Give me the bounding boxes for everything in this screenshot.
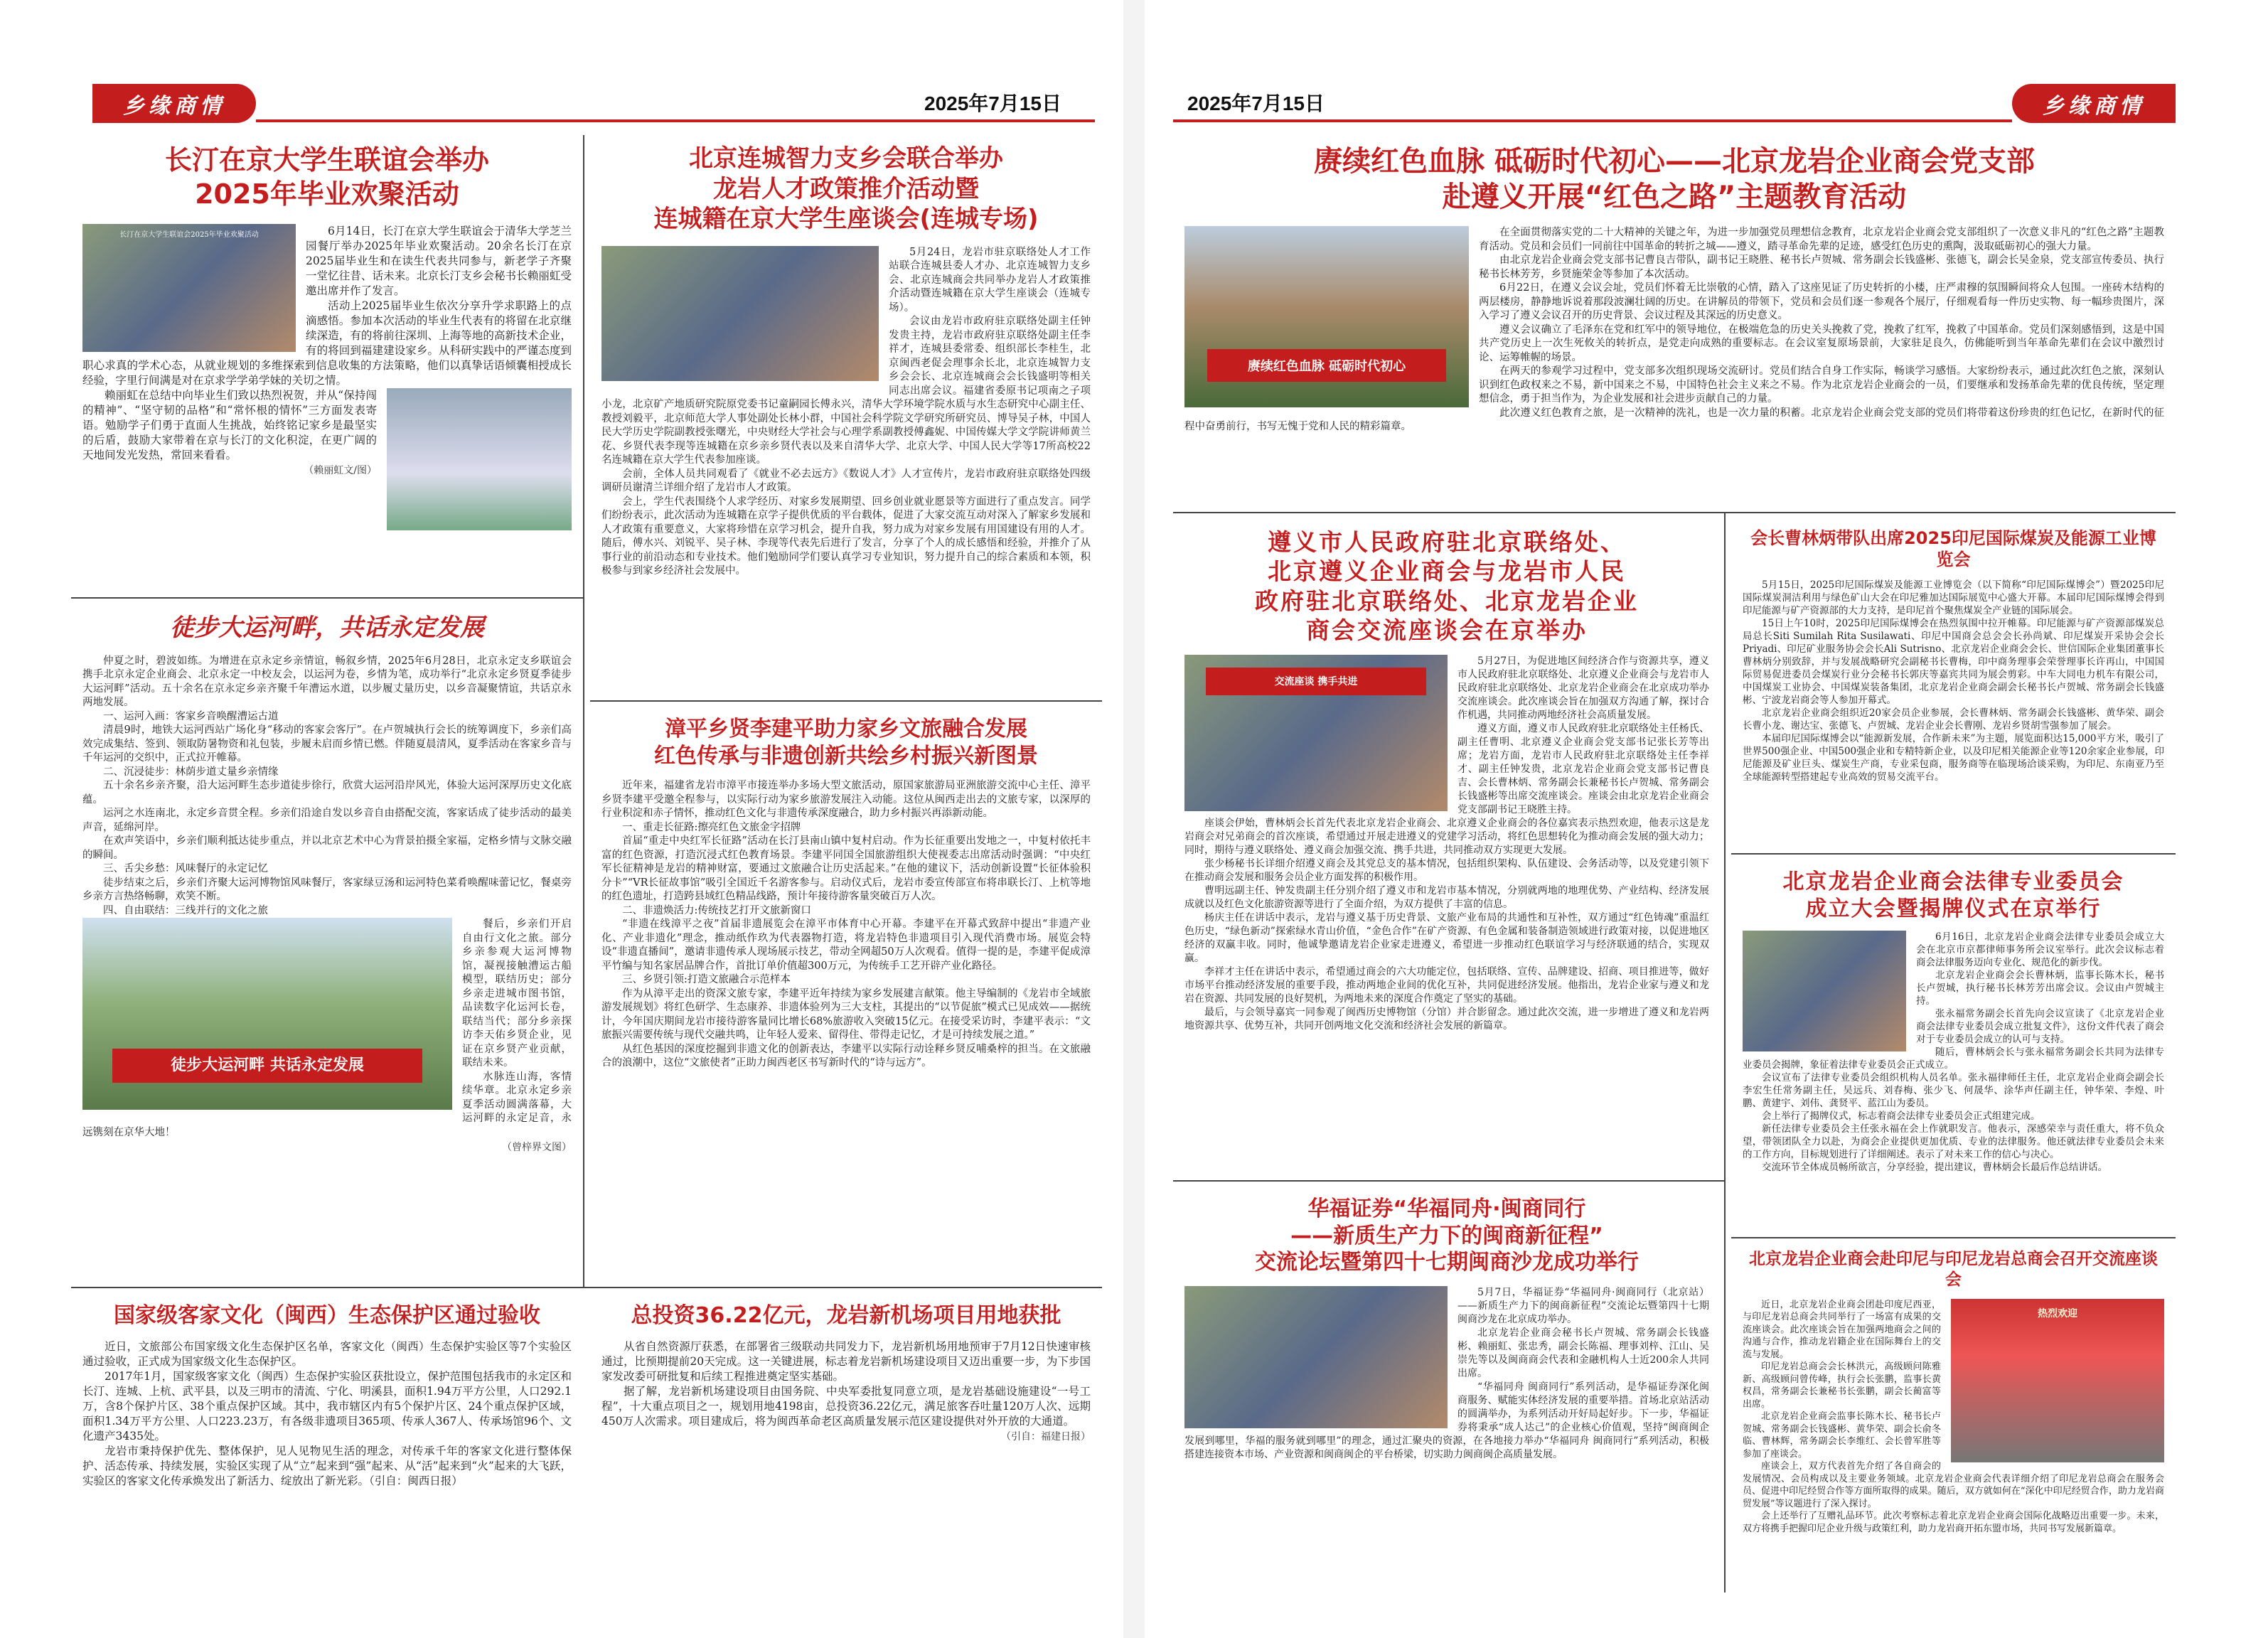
article-hakka bbox=[71, 1294, 583, 1592]
article-zhangping bbox=[590, 707, 1102, 1280]
article-paragraph: 从省自然资源厅获悉，在部署省三级联动共同发力下，龙岩新机场用地预审于7月12日快速审核通过，比预期提前20天完成。这一关键进展，标志着龙岩新机场建设项目又迈出重要一步，为下步国家发改委可研批复和后续工程推进奠定坚实基础。 bbox=[601, 1339, 1091, 1383]
article-zunyi-red bbox=[1173, 135, 2176, 505]
article-paragraph: 会上，学生代表围绕个人求学经历、对家乡发展期望、回乡创业就业愿景等方面进行了重点发言。同学们纷纷表示，此次活动为连城籍在京学子提供优质的平台载体，促进了大家交流互动对深入了解家乡发展和人才政策有重要意义，大家将珍惜在京学习机会，提升自我，努力成为对家乡发展有用国建设有用的人才。随后，傅水兴、刘锐平、吴子林、李现等代表先后进行了发言，分享了个人的成长感悟和经验，并推介了从事行业的前沿动态和专业技术。他们勉励同学们要认真学习专业知识，努力提升自己的综合素质和本领，积极参与到家乡经济社会发展中。 bbox=[601, 496, 1091, 577]
article-paragraph: 会议由龙岩市政府驻京联络处副主任钟发贵主持，龙岩市政府驻京联络处副主任李祥才，连城县委常委、组织部长李桂生，北京闽西老促会理事余长北，北京连城智力支乡会会长、北京连城商会会长钱盛明等相关同志出席会议。福建省委原书记项南之子项小龙，北京矿产地质研究院原党委书记童嗣园长傅永兴，清华大学环境学院水质与水生态研究中心副主任、教授刘毅平，北京师范大学人事处副处长林小群，中国社会科学院文学研究所研究员、博导吴子林，中国人民大学历史学院副教授张曙光，中央财经大学社会与心理学系副教授傅鑫妮、中国传媒大学文学院讲师黄兰花、乡贤代表李现等连城籍在京乡亲乡贤代表以及来自清华大学、北京大学、中国人民大学等17所高校22名连城籍在京大学生代表参加座谈。 bbox=[601, 316, 1091, 466]
article-paragraph: 5月7日，华福证券“华福同舟·闽商同行（北京站）——新质生产力下的闽商新征程”交流论坛暨第四十七期闽商沙龙在北京成功举办。 bbox=[1457, 1286, 1709, 1325]
article-indonesia-talks bbox=[1731, 1241, 2176, 1592]
article-paragraph: 遵义方面，遵义市人民政府驻北京联络处主任杨氏、副主任曹明、北京遵义企业商会党支部书记张长芳等出席；龙岩方面，龙岩市人民政府驻北京联络处主任李祥才、副主任钟发贵，北京龙岩企业商会党支部书记曹良吉、会长曹林炳、常务副会长兼秘书长卢贺城、常务副会长钱盛彬等出席交流座谈会。座谈会由北京龙岩企业商会党支部副书记王晓胜主持。 bbox=[1457, 723, 1709, 815]
article-paragraph: 一、重走长征路:擦亮红色文旅金字招牌 bbox=[622, 821, 801, 833]
article-paragraph: 杨庆主任在讲话中表示，龙岩与遵义基于历史背景、文旅产业布局的共通性和互补性，双方通过“红色铸魂”重温红色历史，“绿色新动”探索绿水青山价值，“金色合作”在矿产资源、有色金属和装备制造领域进行政策对接，以促进地区经济的双赢丰收。同时，他诚挚邀请龙岩企业家走进遵义，希望进一步推动红色联谊学习与经济联通的结合，实现双赢。 bbox=[1184, 912, 1709, 964]
left-page bbox=[0, 0, 1123, 1638]
photo-banner: 热烈欢迎 bbox=[2038, 1307, 2077, 1320]
article-paragraph: 二、沉浸徒步：林荫步道丈量乡亲情缘 bbox=[103, 766, 279, 778]
article-paragraph: 二、非遗焕活力:传统技艺打开文旅新窗口 bbox=[622, 904, 811, 916]
article-paragraph: 近年来，福建省龙岩市漳平市接连举办多场大型文旅活动，原国家旅游局亚洲旅游交流中心主任、漳平乡贤李建平受邀全程参与，以实际行动为家乡旅游发展注入动能。这位从闽西走出去的文旅专家，以深厚的行业积淀和赤子情怀，推动红色文化与非遗传承深度融合，助力乡村振兴再添新动能。 bbox=[601, 780, 1091, 819]
section-divider bbox=[1173, 512, 2176, 513]
article-paragraph: 最后，与会领导嘉宾一同参观了闽西历史博物馆（分馆）并合影留念。通过此次交流，进一步增进了遵义和龙岩两地资源共享、优势互补，共同开创两地文化交流和经济社会发展的新篇章。 bbox=[1184, 1007, 1709, 1032]
article-paragraph: 四、自由联结：三线并行的文化之旅 bbox=[103, 904, 268, 916]
article-paragraph: 从红色基因的深度挖掘到非遗文化的创新表达，李建平以实际行动诠释乡贤反哺桑梓的担当。在文旅融合的浪潮中，这位“文旅使者”正助力闽西老区书写新时代的“诗与远方”。 bbox=[601, 1043, 1091, 1069]
talks-photo bbox=[1951, 1299, 2164, 1462]
article-yongding bbox=[71, 604, 583, 1280]
article-paragraph: “非遗在线漳平之夜”首届非遗展览会在漳平市体育中心开幕。李建平在开幕式致辞中提出“非遗产业化、产业非遗化”理念，推动纸作玖为代表器物打造，将龙岩特色非遗项目引入现代消费市场。展览会特设“非遗直播间”，邀请非遗传承人现场展示技艺，带动全网超50万人次观看。值得一提的是，李建平促成漳平竹编与知名家居品牌合作，首批订单价值超300万元，为传统手工艺开辟产业化路径。 bbox=[601, 919, 1091, 972]
article-title: 会长曹林炳带队出席2025印尼国际煤炭及能源工业博览会 bbox=[1750, 528, 2156, 569]
article-paragraph: 三、舌尖乡愁：风味餐厅的永定记忆 bbox=[103, 863, 268, 874]
article-body bbox=[1743, 579, 2164, 783]
article-paragraph: 运河之水连南北，永定乡音贯全程。乡亲们沿途自发以乡音自由搭配交流，客家话成了徒步活动的最美声音，延绵河岸。 bbox=[82, 808, 572, 833]
article-paragraph: 5月27日，为促进地区间经济合作与资源共享，遵义市人民政府驻北京联络处、北京遵义企业商会与龙岩市人民政府驻北京联络处、北京龙岩企业商会在北京成功举办交流座谈会。此次座谈会旨在加强双方沟通了解，探讨合作机遇，共同推动两地经济社会高质量发展。 bbox=[1457, 655, 1709, 721]
article-paragraph: 李祥才主任在讲话中表示，希望通过商会的六大功能定位，包括联络、宣传、品牌建设、招商、项目推进等，做好市场平台推动经济发展的重要手段，推动两地企业间的优化互补，共同促进经济发展。他指出，龙岩企业家与遵义和龙岩在资源、共同发展的良好契机，为两地未来的深度合作奠定了坚实的基础。 bbox=[1184, 966, 1709, 1005]
article-paragraph: 6月22日，在遵义会议会址，党员们怀着无比崇敬的心情，踏入了这座见证了历史转折的小楼，庄严肃穆的氛围瞬间将众人包围。一座砖木结构的两层楼房，静静地诉说着那段波澜壮阔的历史。在讲解员的带领下，党员和会员们逐一参观各个展厅，仔细观看每一件历史实物、每一幅珍贵图片，深入学习了遵义会议召开的历史背景、会议过程及其深远的历史意义。 bbox=[1479, 282, 2164, 321]
masthead-right: 乡缘商情 bbox=[2012, 84, 2176, 123]
article-paragraph: 活动上2025届毕业生依次分享升学求职路上的点滴感悟。参加本次活动的毕业生代表有的将留在北京继续深造，有的将前往深圳、上海等地的高新技术企业，有的将回到福建建设家乡。从科研实践中的严谨态度到职心求真的学术心态，从就业规划的多维探索到信息收集的方法策略，他们以真挚话语倾囊相授成长经验，字里行间满是对在京求学学弟学妹的关切之情。 bbox=[82, 299, 572, 387]
article-paragraph: 北京龙岩企业商会组织近20家会员企业参展，会长曹林炳、常务副会长钱盛彬、黄华荣、副会长曹小龙、谢达宝、张德飞、卢贺城、龙岩企业会长曹刚、龙岩乡贤胡雪强参加了展会。 bbox=[1743, 707, 2164, 732]
article-title: 华福证券“华福同舟·闽商同行 ——新质生产力下的闽商新征程” 交流论坛暨第四十七期闽商沙龙成功举行 bbox=[1255, 1197, 1639, 1275]
article-paragraph: 赖丽虹在总结中向毕业生们致以热烈祝贺，并从“保持闯的精神”、“坚守韧的品格”和“常怀根的情怀”三方面发表寄语。勉励学子们勇于直面人生挑战，始终铭记家乡是最坚实的后盾，鼓励大家带着在京与长汀的文化积淀，在更广阔的天地间发光发热，常回来看看。 bbox=[82, 389, 377, 461]
article-paragraph: 本届印尼国际煤博会以“能源新发展，合作新未来”为主题，展览面积达15,000平方米，吸引了世界500强企业、中国500强企业和专精特新企业，以及印尼相关能源企业等120余家企业参展，印尼能源及矿业巨头、煤炭生产商，专业采包商，服务商等在临现场洽谈采购，为印尼、东南亚乃至全球能源转型搭建起专业高效的贸易交流平台。 bbox=[1743, 733, 2164, 783]
article-title: 长汀在京大学生联谊会举办 2025年毕业欢聚活动 bbox=[164, 144, 489, 210]
group-photo bbox=[82, 918, 452, 1110]
article-paragraph: 在全面贯彻落实党的二十大精神的关键之年，为进一步加强党员理想信念教育，北京龙岩企业商会党支部组织了一次意义非凡的“红色之路”主题教育活动。党员和会员们一同前往中国革命的转折之城——遵义，踏寻革命先辈的足迹，感受红色历史的熏陶，汲取砥砺初心的强大力量。 bbox=[1479, 227, 2164, 252]
article-paragraph: 15日上午10时，2025印尼国际煤博会在热烈氛围中拉开帷幕。印尼能源与矿产资源部煤炭总局总长Siti Sumilah Rita Susilawati、印尼中国商会总会会长孙尚斌、印尼煤炭开采协会会长Priyadi、印尼矿业服务协会会长Ali Sutrisno、北京龙岩企业商会会长、世信国际企业集团董事长曹林炳分别致辞，并与发展战略研究会副秘书长曹梅，印中商务理事会荣誉理事长许再山，中国国际贸易促进委员会煤炭行业分会秘书长郭庆等嘉宾共同为展会剪彩。中车大同电力机车有限公司，中国煤炭工业协会、中国煤炭装备集团，北京龙岩企业商会副会长秘书长卢贺城、常务副会长钱盛彬、宁波龙岩商会等人参加开幕式。 bbox=[1743, 618, 2164, 706]
article-paragraph: 在欢声笑语中，乡亲们顺利抵达徒步重点，并以北京艺术中心为背景拍摄全家福，定格乡情与文脉交融的瞬间。 bbox=[82, 835, 572, 861]
article-paragraph: “华福同舟 闽商同行”系列活动，是华福证券深化闽商服务、赋能实体经济发展的重要举措。首场北京站活动的圆满举办，为系列活动开好局起好步。下一步，华福证券将秉承“成人达己”的企业核心价值观，坚持“闽商闽企发展到哪里，华福的服务就到哪里”的理念，通过汇聚央的资源，在各地接力举办“华福同舟 闽商同行”系列活动，积极搭建连接资本市场、产业资源和闽商闽企的平台桥梁，切实助力闽商闽企高质量发展。 bbox=[1184, 1381, 1709, 1460]
article-title: 国家级客家文化（闽西）生态保护区通过验收 bbox=[114, 1303, 540, 1328]
article-credit: （赖丽虹文/图） bbox=[304, 465, 377, 476]
article-paragraph: 曹明远副主任、钟发贵副主任分别介绍了遵义市和龙岩市基本情况，分别就两地的地理优势、产业结构、经济发展成就以及红色文化旅游资源等进行了全面介绍，为双方提供了丰富的信息。 bbox=[1184, 885, 1709, 910]
article-title: 总投资36.22亿元，龙岩新机场项目用地获批 bbox=[631, 1303, 1061, 1328]
date-left: 2025年7月15日 bbox=[924, 92, 1062, 114]
ceremony-photo bbox=[1743, 931, 1906, 1051]
article-title: 遵义市人民政府驻北京联络处、 北京遵义企业商会与龙岩市人民 政府驻北京联络处、北京龙岩企业 商会交流座谈会在京举办 bbox=[1255, 528, 1639, 644]
article-paragraph: 新任法律专业委员会主任张永福在会上作就职发言。他表示，深感荣幸与责任重大，将不负众望，带领团队全力以赴，为商会企业提供更加优质、专业的法律服务。他还就法律专业委员会未来的工作方向，目标规划进行了详细阐述。表示了对未来工作的信心与决心。 bbox=[1743, 1123, 2164, 1160]
article-paragraph: 遵义会议确立了毛泽东在党和红军中的领导地位，在极端危急的历史关头挽救了党，挽救了红军，挽救了中国革命。党员们深刻感悟到，这是中国共产党历史上一次生死攸关的转折点，是党走向成熟的重要标志。在会议室复原场景前，大家驻足良久，仿佛能听到当年革命先辈们在会议中激烈讨论、运筹帷幄的场景。 bbox=[1479, 323, 2164, 363]
masthead-left: 乡缘商情 bbox=[92, 84, 256, 123]
page-gutter bbox=[1123, 0, 1145, 1638]
article-paragraph: 仲夏之时，碧波如练。为增进在京永定乡亲情谊，畅叙乡情，2025年6月28日，北京永定支乡联谊会携手北京永定企业商会、北京永定一中校友会，以运河为卷，乡情为笔，成功举行“北京永定乡贤夏季徒步大运河畔”活动。五十余名在京永定乡亲齐聚千年漕运水道，以步履丈量历史，以乡音凝聚情谊，共话京永两地发展。 bbox=[82, 655, 572, 708]
article-paragraph: 北京龙岩企业商会秘书长卢贺城、常务副会长钱盛彬、赖丽虹、张忠秀，副会长陈福、理事刘梓、江山、吴崇先等以及闽商商会代表和金融机构人士近200余人共同出席。 bbox=[1457, 1327, 1709, 1379]
article-paragraph: 座谈会伊始，曹林炳会长首先代表北京龙岩企业商会、北京遵义企业商会的各位嘉宾表示热烈欢迎，他表示这是龙岩商会对兄弟商会的首次座谈，希望通过开展走进遵义的党建学习活动，将红色思想转化为推动商会发展的强大动力；同时，期待与遵义联络处、遵义商会加强交流、携手共进，共同推动双方实现更大发展。 bbox=[1184, 818, 1709, 856]
header-rule-right bbox=[1173, 119, 2012, 122]
gate-photo bbox=[387, 388, 572, 530]
article-title: 北京龙岩企业商会赴印尼与印尼龙岩总商会召开交流座谈会 bbox=[1749, 1250, 2158, 1289]
article-paragraph: 会上举行了揭牌仪式，标志着商会法律专业委员会正式组建完成。 bbox=[1762, 1110, 2040, 1122]
forum-photo bbox=[1184, 1286, 1448, 1428]
article-title: 北京连城智力支乡会联合举办 龙岩人才政策推介活动暨 连城籍在京大学生座谈会(连城专场) bbox=[653, 144, 1039, 233]
article-title: 赓续红色血脉 砥砺时代初心——北京龙岩企业商会党支部 赴遵义开展“红色之路”主题教育活动 bbox=[1314, 145, 2035, 213]
section-divider bbox=[1731, 853, 2176, 855]
column-divider bbox=[1724, 512, 1726, 1592]
article-paragraph: 会前，全体人员共同观看了《就业不必去远方》《数说人才》人才宣传片，龙岩市政府驻京联络处四级调研员谢清兰详细介绍了龙岩市人才政策。 bbox=[601, 468, 1091, 493]
article-paragraph: 一、运河入画：客家乡音唤醒漕运古道 bbox=[103, 710, 279, 722]
meeting-photo bbox=[1184, 655, 1448, 811]
zunyi-photo bbox=[1184, 226, 1469, 407]
date-right: 2025年7月15日 bbox=[1187, 92, 1325, 114]
section-divider bbox=[71, 1287, 1102, 1288]
article-paragraph: 清晨9时，地铁大运河西站广场化身“移动的客家会客厅”。在卢贺城执行会长的统筹调度下，乡亲们高效完成集结、签到、领取防暑物资和礼包装，步履未启而乡情已燃。伴随夏晨清风，夏季活动在客家乡音与千年运河的交织中，正式拉开帷幕。 bbox=[82, 724, 572, 764]
article-paragraph: 5月15日，2025印尼国际煤炭及能源工业博览会（以下简称“印尼国际煤博会”）暨2025印尼国际煤炭洞洁利用与绿色矿山大会在印尼雅加达国际展览中心盛大开幕。本届印尼国际煤博会得到印尼能源与矿产资源部的大力支持，是印尼首个聚焦煤炭全产业链的国际展会。 bbox=[1743, 579, 2164, 616]
article-paragraph: 近日，文旅部公布国家级文化生态保护区名单，客家文化（闽西）生态保护实验区等7个实验区通过验收，正式成为国家级文化生态保护区。 bbox=[82, 1339, 572, 1368]
article-paragraph: 随后，曹林炳会长与张永福常务副会长共同为法律专业委员会揭牌，象征着法律专业委员会正式成立。 bbox=[1743, 1046, 2164, 1071]
article-paragraph: 会上还举行了互赠礼品环节。此次考察标志着北京龙岩企业商会国际化战略迈出重要一步。未来，双方将携手把握印尼企业升级与政策红利，助力龙岩商开拓东盟市场，共同书写发展新篇章。 bbox=[1743, 1511, 2164, 1534]
column-divider bbox=[583, 135, 584, 1287]
article-body bbox=[82, 655, 572, 1140]
article-paragraph: 在两天的参观学习过程中，党支部多次组织现场交流研讨。党员们结合自身工作实际，畅谈学习感悟。大家纷纷表示，通过此次红色之旅，深刻认识到红色政权来之不易，新中国来之不易，中国特色社会主义来之不易。作为北京龙岩企业商会的一员，们要继承和发扬革命先辈的优良传统，坚定理想信念，勇于担当作为，为企业发展和社会进步贡献自己的力量。 bbox=[1479, 365, 2164, 405]
section-divider bbox=[1731, 1237, 2176, 1238]
article-title: 漳平乡贤李建平助力家乡文旅融合发展 红色传承与非遗创新共绘乡村振兴新图景 bbox=[654, 717, 1038, 769]
article-paragraph: 三、乡贤引领:打造文旅融合示范样本 bbox=[622, 974, 791, 985]
article-paragraph: 5月24日，龙岩市驻京联络处人才工作站联合连城县委人才办、北京连城智力支乡会、北京连城商会共同举办龙岩人才政策推介活动暨连城籍在京大学生座谈会（连城专场）。 bbox=[889, 246, 1091, 314]
header-rule-left bbox=[256, 119, 1095, 122]
article-huafu bbox=[1173, 1187, 1721, 1592]
article-airport bbox=[590, 1294, 1102, 1592]
photo-banner: 赓续红色血脉 砥砺时代初心 bbox=[1207, 349, 1446, 382]
article-legal-committee bbox=[1731, 860, 2176, 1230]
article-paragraph: 北京龙岩企业商会会长曹林炳，监事长陈木长，秘书长卢贺城，执行秘书长林芳芳出席会议。会议由卢贺城主持。 bbox=[1916, 970, 2164, 1007]
article-body bbox=[601, 779, 1091, 1071]
article-paragraph: 印尼龙岩总商会会长林洪元，高级顾问陈雅新、高级顾问曾传峰，执行会长张鹏，监事长黄权昌，常务副会长兼秘书长张鹏，副会长蔺富等出席。 bbox=[1743, 1361, 1941, 1410]
article-paragraph: 此次遵义红色教育之旅，是一次精神的洗礼，也是一次力量的积蓄。北京龙岩企业商会党支部的党员们将带着这份珍贵的红色记忆，在新时代的征程中奋勇前行，书写无愧于党和人民的精彩篇章。 bbox=[1184, 407, 2164, 432]
photo-banner: 交流座谈 携手共进 bbox=[1206, 668, 1427, 696]
article-paragraph: 作为从漳平走出的资深文旅专家，李建平近年持续为家乡发展建言献策。他主导编制的《龙岩市全域旅游发展规划》将红色研学、生态康养、非遗体验列为三大支柱，其提出的“以节促旅”模式已见成效——据统计，今年国庆期间龙岩市接待游客量同比增长68%旅游收入突破15亿元。在接受采访时，李建平表示：“文旅振兴需要传统与现代交融共鸣，让年轻人爱来、留得住、带得走记忆，才是可持续发展之道。” bbox=[601, 987, 1091, 1041]
article-paragraph: 水脉连山海，客情续华章。北京永定乡亲夏季活动圆满落幕，大运河畔的永定足音，永远镌刻在京华大地！ bbox=[82, 1071, 572, 1138]
article-indonesia-expo bbox=[1731, 519, 2176, 846]
article-liancheng bbox=[590, 135, 1102, 690]
article-zunyi-longyan bbox=[1173, 519, 1721, 1173]
section-divider bbox=[1173, 1180, 1724, 1182]
article-paragraph: 会议宣布了法律专业委员会组织机构人员名单。张永福律师任主任，北京龙岩企业商会副会长李宏生任常务副主任，吴远兵、刘春梅、张少飞、何晟华、涂华声任副主任，钟华荣、李煌、叶鹏、黄建宇、刘伟、龚贤平、蓝江山为委员。 bbox=[1743, 1072, 2164, 1109]
photo-banner: 徒步大运河畔 共话永定发展 bbox=[112, 1049, 423, 1083]
article-paragraph: 首届“重走中央红军长征路”活动在长汀县南山镇中复村启动。作为长征重要出发地之一，中复村依托丰富的红色资源，打造沉浸式红色教育场景。李建平同国全国旅游组织大使视委志出席活动时强调：“中央红军长征精神是龙岩的精神财富，要通过文旅融合让历史活起来。”在他的建议下，活动创新设置“长征体验积分卡”“VR长征故事馆”吸引全国近千名游客参与。启动仪式后，龙岩市委宣传部宣布将串联长汀、上杭等地的红色遗址，打造跨县域红色精品线路，预计年接待游客量突破百万人次。 bbox=[601, 835, 1091, 902]
article-paragraph: 6月16日，北京龙岩企业商会法律专业委员会成立大会在北京市京都律师事务所会议室举行。此次会议标志着商会法律服务迈向专业化、规范化的新步伐。 bbox=[1916, 931, 2164, 968]
article-changting bbox=[71, 135, 583, 590]
article-paragraph: 6月14日，长汀在京大学生联谊会于清华大学芝兰园餐厅举办2025年毕业欢聚活动。20余名长汀在京2025届毕业生和在读生代表共同参与，新老学子齐聚一堂忆往昔、话未来。北京长汀支乡会秘书长赖丽虹受邀出席并作了发言。 bbox=[306, 225, 572, 297]
meeting-photo bbox=[601, 246, 879, 381]
section-divider bbox=[590, 700, 1102, 702]
article-paragraph: 交流环节全体成员畅所欲言，分享经验，提出建议，曹林炳会长最后作总结讲话。 bbox=[1762, 1162, 2107, 1173]
article-paragraph: 张少杨秘书长详细介绍遵义商会及其党总支的基本情况，包括组织架构、队伍建设、会务活动等，以及党建引领下在推动商会发展和服务会员企业方面发挥的积极作用。 bbox=[1184, 858, 1709, 883]
article-title: 北京龙岩企业商会法律专业委员会 成立大会暨揭牌仪式在京举行 bbox=[1782, 869, 2124, 921]
article-paragraph: 据了解，龙岩新机场建设项目由国务院、中央军委批复同意立项，是龙岩基础设施建设“一号工程”，十大重点项目之一，规划用地4198亩，总投资36.22亿元，满足旅客吞吐量120万人次、远期450万人次需求。项目建成后，将为闽西革命老区高质量发展示范区建设提供对外开放的大通道。 bbox=[601, 1384, 1091, 1428]
section-divider bbox=[71, 597, 583, 599]
article-body bbox=[601, 1339, 1091, 1429]
article-paragraph: 2017年1月，国家级客家文化（闽西）生态保护实验区获批设立，保护范围包括我市的永定区和长汀、连城、上杭、武平县，以及三明市的清流、宁化、明溪县，面积1.94万平方公里，人口292.1万，含8个保护片区、38个重点保护区域。其中，我市辖区内有5个保护片区、24个重点保护区域，面积1.34万平方公里、人口223.23万，有各级非遗项目365项、传承人367人、传承场馆96个、文化遗产3435处。 bbox=[82, 1369, 572, 1442]
article-title: 徒步大运河畔，共话永定发展 bbox=[170, 614, 484, 642]
article-paragraph: 由北京龙岩企业商会党支部书记曹良吉带队，副书记王晓胜、秘书长卢贺城、常务副会长钱盛彬、张德飞，副会长吴金泉，党支部宣传委员、执行秘书长林芳芳，乡贤施荣金等参加了本次活动。 bbox=[1479, 255, 2164, 280]
article-paragraph: 龙岩市秉持保护优先、整体保护，见人见物见生活的理念，对传承千年的客家文化进行整体保护、活态传承、持续发展，实验区实现了从“立”起来到“强”起来、从“活”起来到“火”起来的大飞跃，实验区的客家文化传承焕发出了新活力、绽放出了新光彩。（引自：闽西日报） bbox=[82, 1444, 572, 1487]
article-paragraph: 近日，北京龙岩企业商会团赴印度尼西亚，与印尼龙岩总商会共同举行了一场富有成果的交流座谈会。此次座谈会旨在加强两地商会之间的沟通与合作，推动龙岩籍企业在国际舞台上的交流与发展。 bbox=[1743, 1299, 1941, 1360]
article-body bbox=[82, 1339, 572, 1489]
article-photo bbox=[82, 224, 296, 352]
article-paragraph: 北京龙岩企业商会监事长陈木长、秘书长卢贺城、常务副会长钱盛彬、黄华荣、副会长俞冬临、曹林辉，常务副会长李维红、会长曾军胜等参加了座谈会。 bbox=[1743, 1411, 1941, 1460]
right-page bbox=[1145, 0, 2268, 1638]
article-credit: （曾梓界文图） bbox=[502, 1142, 572, 1153]
article-paragraph: 餐后，乡亲们开启自由行文化之旅。部分乡亲参观大运河博物馆，凝视接触漕运古船模型，联结历史；部分乡亲走进城市图书馆，品读数字化运河长卷，联结当代；部分乡亲探访李天佑乡贤企业，见证在京乡贤产业贡献，联结未来。 bbox=[462, 919, 572, 1069]
article-paragraph: 张永福常务副会长首先向会议宣读了《北京龙岩企业商会法律专业委员会成立批复文件》，这份文件代表了商会对于专业委员会成立的认可与支持。 bbox=[1916, 1008, 2164, 1045]
photo-banner: 长汀在京大学生联谊会2025年毕业欢聚活动 bbox=[119, 231, 259, 239]
article-paragraph: 徒步结束之后，乡亲们齐聚大运河博物馆风味餐厅，客家绿豆汤和运河特色菜肴唤醒味蕾记忆，餐桌旁乡亲方言热络畅聊，欢笑不断。 bbox=[82, 877, 572, 902]
article-credit: （引自：福建日报） bbox=[1001, 1430, 1091, 1442]
article-paragraph: 座谈会上，双方代表首先介绍了各自商会的发展情况、会员构成以及主要业务领域。北京龙岩企业商会代表详细介绍了印尼龙岩总商会在服务会员、促进中印尼经贸合作等方面所取得的成果。随后，双方就如何在“深化中印尼经贸合作，助力龙岩商贸发展”等议题进行了深入探讨。 bbox=[1743, 1461, 2164, 1509]
article-paragraph: 五十余名乡亲齐聚，沿大运河畔生态步道徒步徐行，欣赏大运河沿岸风光，体验大运河深厚历史文化底蕴。 bbox=[82, 780, 572, 805]
